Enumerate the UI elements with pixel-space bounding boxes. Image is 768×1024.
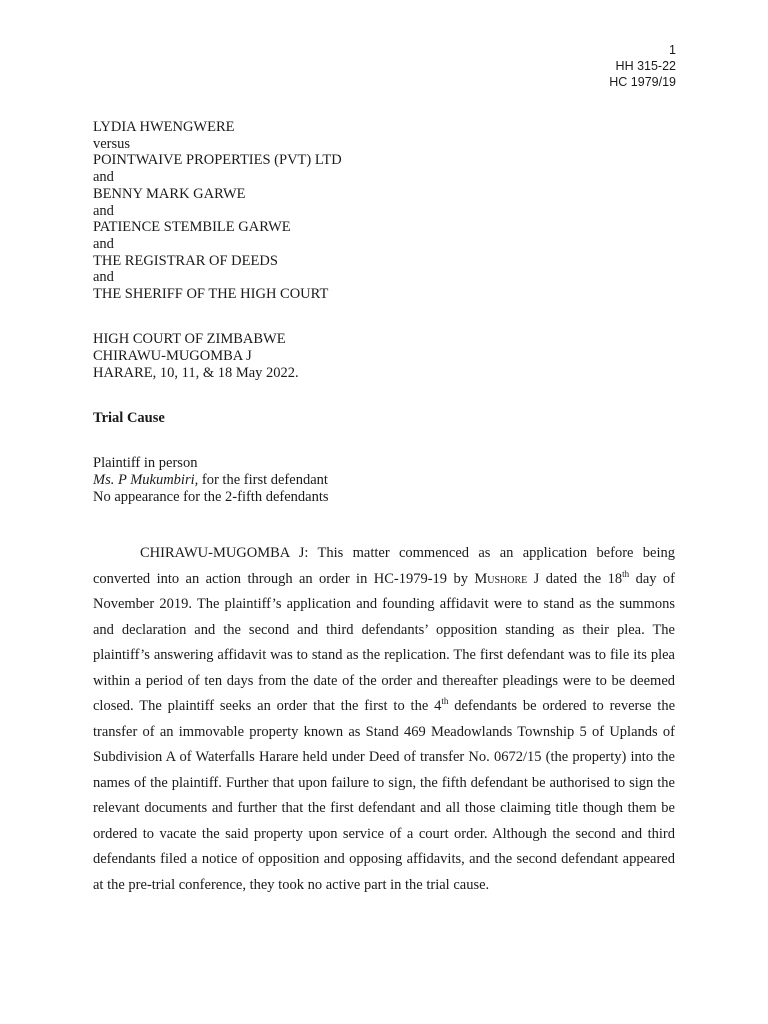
court-name: HIGH COURT OF ZIMBABWE: [93, 331, 286, 347]
page-header: [609, 42, 676, 90]
party-separator: and: [93, 169, 114, 186]
counsel-name: Ms. P Mukumbiri,: [93, 472, 199, 488]
ordinal-suffix: th: [622, 568, 630, 579]
judgment-text: CHIRAWU-MUGOMBA J: This matter commenced as an application before being converted into an action through an order in HC-1979-19 by: [93, 545, 675, 587]
appearance-other-defendants: No appearance for the 2-fifth defendants: [93, 489, 329, 505]
party-second-defendant: BENNY MARK GARWE: [93, 185, 246, 202]
appearances: [93, 455, 329, 506]
ordinal-suffix: th: [441, 696, 449, 707]
party-plaintiff: LYDIA HWENGWERE: [93, 119, 235, 135]
hearing-place-date: HARARE, 10, 11, & 18 May 2022.: [93, 365, 299, 381]
page-number: 1: [669, 43, 676, 57]
judge-name: CHIRAWU-MUGOMBA J: [93, 348, 252, 364]
judgment-text: day of November 2019. The plaintiff’s application and founding affidavit were to stand as the summons and declaration and the second and third defendants’ opposition standing as their plea. The plaintiff’s answering affidavit was to stand as the replication. The first defendant was to file its plea within a period of ten days from the date of the order and thereafter pleadings were to be deemed closed. The plaintiff seeks an order that the first to the 4: [93, 570, 675, 714]
appearance-first-defendant: [93, 472, 329, 489]
party-fifth-defendant: THE SHERIFF OF THE HIGH COURT: [93, 286, 329, 303]
party-separator: and: [93, 202, 114, 219]
counsel-role: for the first defendant: [198, 472, 328, 488]
judgment-paragraph: [93, 541, 675, 898]
judge-reference: Mushore: [474, 570, 528, 587]
judgment-text: defendants be ordered to reverse the transfer of an immovable property known as Stand 469 Meadowlands Township 5 of Uplands of Subdivision A of Waterfalls Harare held under Deed of transfer No. 0672/15 (the property) into the names of the plaintiff. Further that upon failure to sign, the fifth defendant be authorised to sign the relevant documents and further that the first defendant and all those claiming title though them be ordered to vacate the said property upon service of a court order. Although the second and third defendants filed a notice of opposition and opposing affidavits, and the second defendant appeared at the pre-trial conference, they took no active part in the trial cause.: [93, 698, 676, 893]
party-separator: and: [93, 235, 114, 252]
party-separator: versus: [93, 135, 131, 152]
parties-list: [93, 119, 342, 303]
party-separator: and: [93, 269, 114, 286]
party-third-defendant: PATIENCE STEMBILE GARWE: [93, 219, 291, 236]
party-fourth-defendant: THE REGISTRAR OF DEEDS: [93, 252, 278, 269]
court-details: [93, 331, 299, 382]
case-reference-hc: HC 1979/19: [609, 75, 676, 89]
judgment-text: J dated the 18: [527, 570, 623, 587]
case-reference-hh: HH 315-22: [615, 59, 676, 73]
party-first-defendant: POINTWAIVE PROPERTIES (PVT) LTD: [93, 152, 342, 169]
appearance-plaintiff: Plaintiff in person: [93, 455, 198, 471]
section-heading: Trial Cause: [93, 410, 165, 426]
